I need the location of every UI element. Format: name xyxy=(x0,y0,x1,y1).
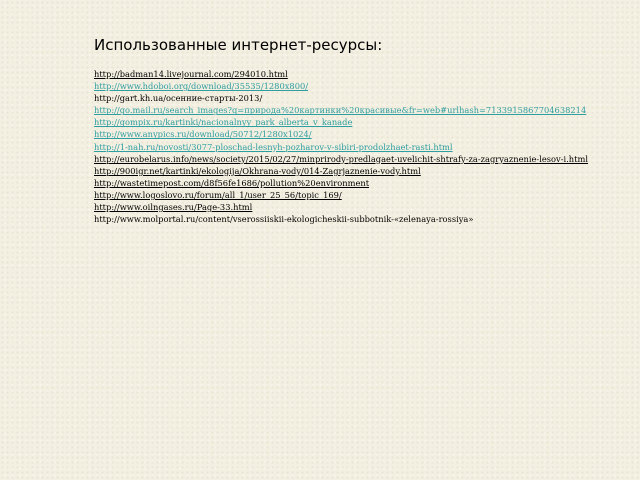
resource-link-text[interactable]: http://www.anypics.ru/download/50712/1280x1024/ xyxy=(94,129,312,140)
resource-link-text[interactable]: http://eurobelarus.info/news/society/2015/02/27/minprirody-predlagaet-uvelichit-shtrafy-za-zagryaznenie-lesov-i.html xyxy=(94,153,588,164)
resource-link[interactable] xyxy=(94,68,634,80)
slide-title: Использованные интернет-ресурсы: xyxy=(94,36,383,54)
resource-link-text[interactable]: http://www.molportal.ru/content/vserossiiskii-ekologicheskii-subbotnik-«zelenaya-rossiya» xyxy=(94,214,474,225)
resource-link[interactable] xyxy=(94,165,634,177)
resource-link-text[interactable]: http://gart.kh.ua/осенние-старты-2013/ xyxy=(94,93,263,104)
resource-link[interactable] xyxy=(94,213,634,225)
resource-link-text[interactable]: http://1-nah.ru/novosti/3077-ploschad-lesnyh-pozharov-v-sibiri-prodolzhaet-rasti.html xyxy=(94,141,453,152)
resource-link[interactable] xyxy=(94,92,634,104)
resource-link-text[interactable]: http://www.hdoboi.org/download/35535/1280x800/ xyxy=(94,81,309,92)
resource-link[interactable] xyxy=(94,104,634,116)
resource-link-text[interactable]: http://www.oilngases.ru/Page-33.html xyxy=(94,202,253,213)
resource-link[interactable] xyxy=(94,141,634,153)
resource-link-text[interactable]: http://900igr.net/kartinki/ekologija/Okhrana-vody/014-Zagrjaznenie-vody.html xyxy=(94,165,421,176)
resource-link-list xyxy=(94,68,634,225)
resource-link[interactable] xyxy=(94,189,634,201)
resource-link-text[interactable]: http://gompix.ru/kartinki/nacionalnyy_park_alberta_v_kanade xyxy=(94,117,353,128)
resource-link[interactable] xyxy=(94,80,634,92)
resource-link[interactable] xyxy=(94,201,634,213)
resource-link[interactable] xyxy=(94,177,634,189)
resource-link-text[interactable]: http://go.mail.ru/search_images?q=природа%20картинки%20красивые&fr=web#urlhash=7133915867704638214 xyxy=(94,105,587,116)
resource-link[interactable] xyxy=(94,128,634,140)
resource-link-text[interactable]: http://badman14.livejournal.com/294010.html xyxy=(94,69,288,79)
resource-link-text[interactable]: http://www.logoslovo.ru/forum/all_1/user_25_56/topic_169/ xyxy=(94,189,342,200)
resource-link-text[interactable]: http://wastetimepost.com/d8f56fe1686/pollution%20environment xyxy=(94,177,370,188)
resource-link[interactable] xyxy=(94,116,634,128)
resource-link[interactable] xyxy=(94,153,634,165)
